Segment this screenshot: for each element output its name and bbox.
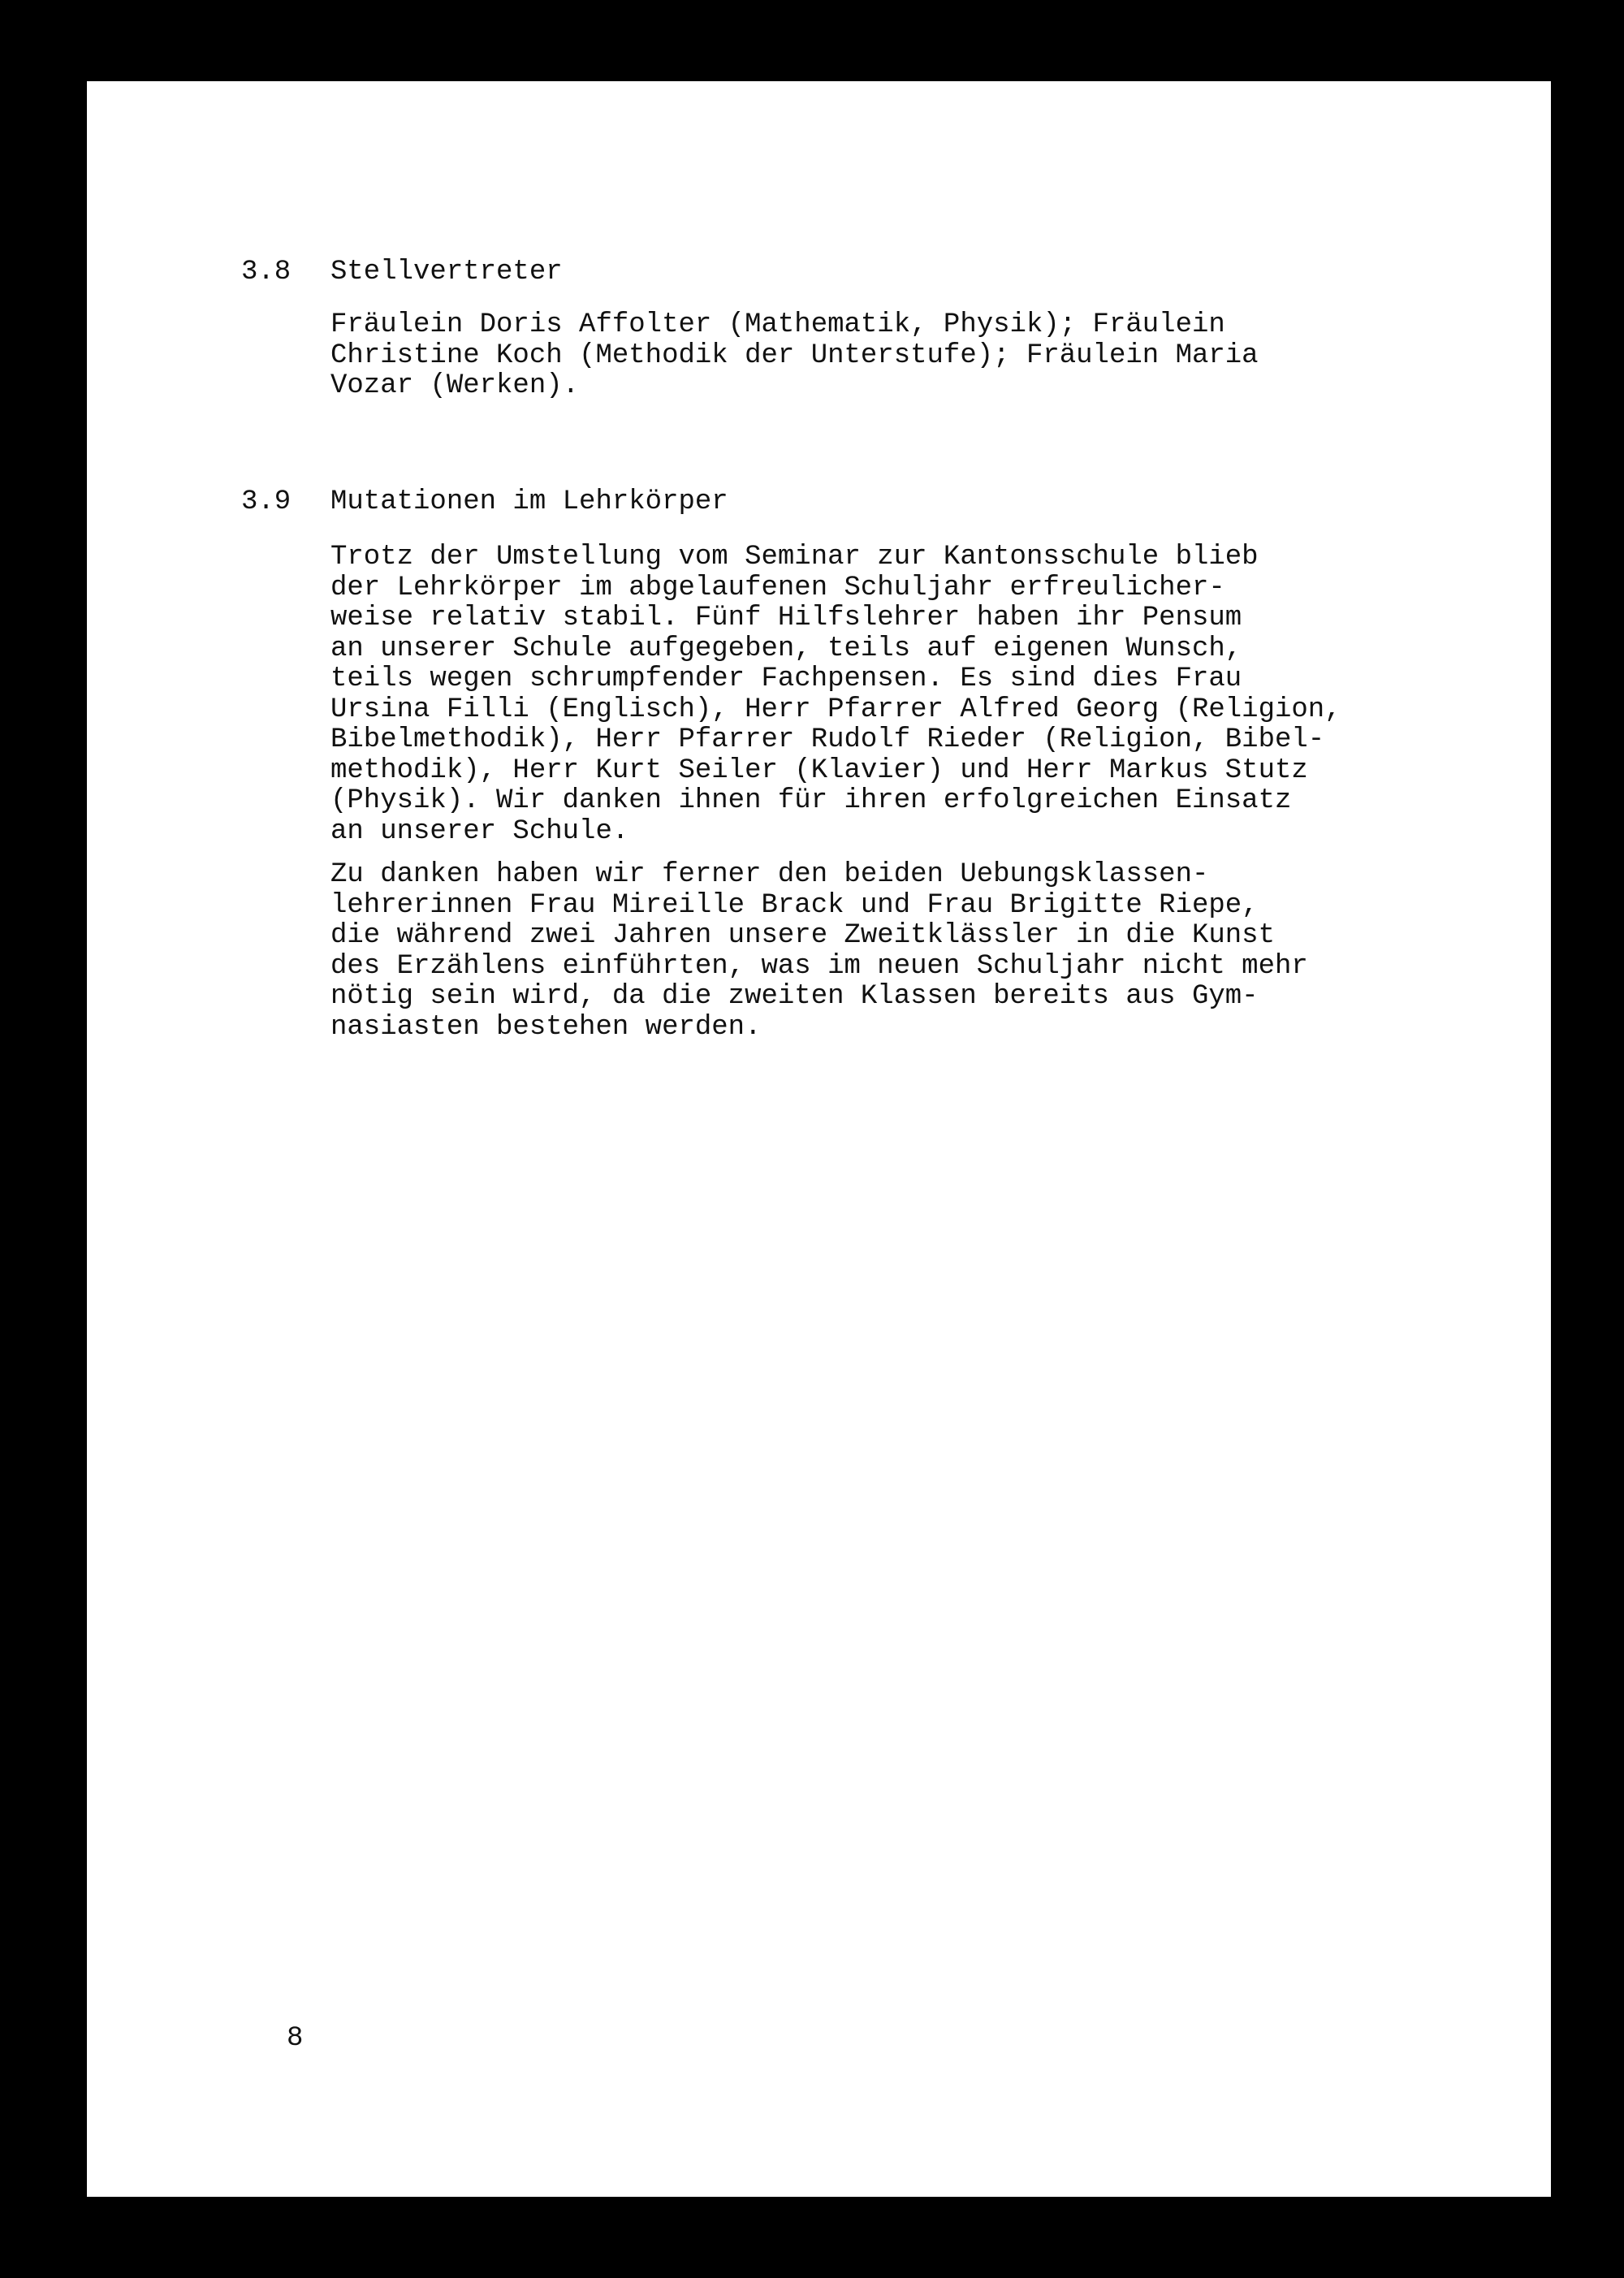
page-number: 8 (287, 2023, 304, 2054)
section-number: 3.8 (241, 257, 292, 287)
section-number: 3.9 (241, 486, 292, 517)
paragraph: Trotz der Umstellung vom Seminar zur Kantonsschule blieb der Lehrkörper im abgelaufenen Schuljahr erfreulicher- weise relativ stabil. Fünf Hilfslehrer haben ihr Pensum an unserer Schule aufgegeben, teils auf eigenen Wunsch, teils wegen schrumpfender Fachpensen. Es sind dies Frau Ursina Filli (Englisch), Herr Pfarrer Alfred Georg (Religion, Bibelmethodik), Herr Pfarrer Rudolf Rieder (Religion, Bibel- methodik), Herr Kurt Seiler (Klavier) und Herr Markus Stutz (Physik). Wir danken ihnen für ihren erfolgreichen Einsatz an unserer Schule. (330, 542, 1341, 847)
section-mutationen (241, 486, 1540, 1043)
document-page (87, 81, 1551, 2197)
section-title: Stellvertreter (330, 257, 563, 287)
section-heading (241, 256, 1540, 288)
section-stellvertreter (241, 256, 1540, 402)
section-heading (241, 486, 1540, 518)
paragraph: Fräulein Doris Affolter (Mathematik, Physik); Fräulein Christine Koch (Methodik der Unterstufe); Fräulein Maria Vozar (Werken). (330, 309, 1259, 401)
paragraph: Zu danken haben wir ferner den beiden Uebungsklassen- lehrerinnen Frau Mireille Brack und Frau Brigitte Riepe, die während zwei Jahren unsere Zweitklässler in die Kunst des Erzählens einführten, was im neuen Schuljahr nicht mehr nötig sein wird, da die zweiten Klassen bereits aus Gym- nasiasten bestehen werden. (330, 859, 1308, 1043)
section-title: Mutationen im Lehrkörper (330, 486, 728, 517)
